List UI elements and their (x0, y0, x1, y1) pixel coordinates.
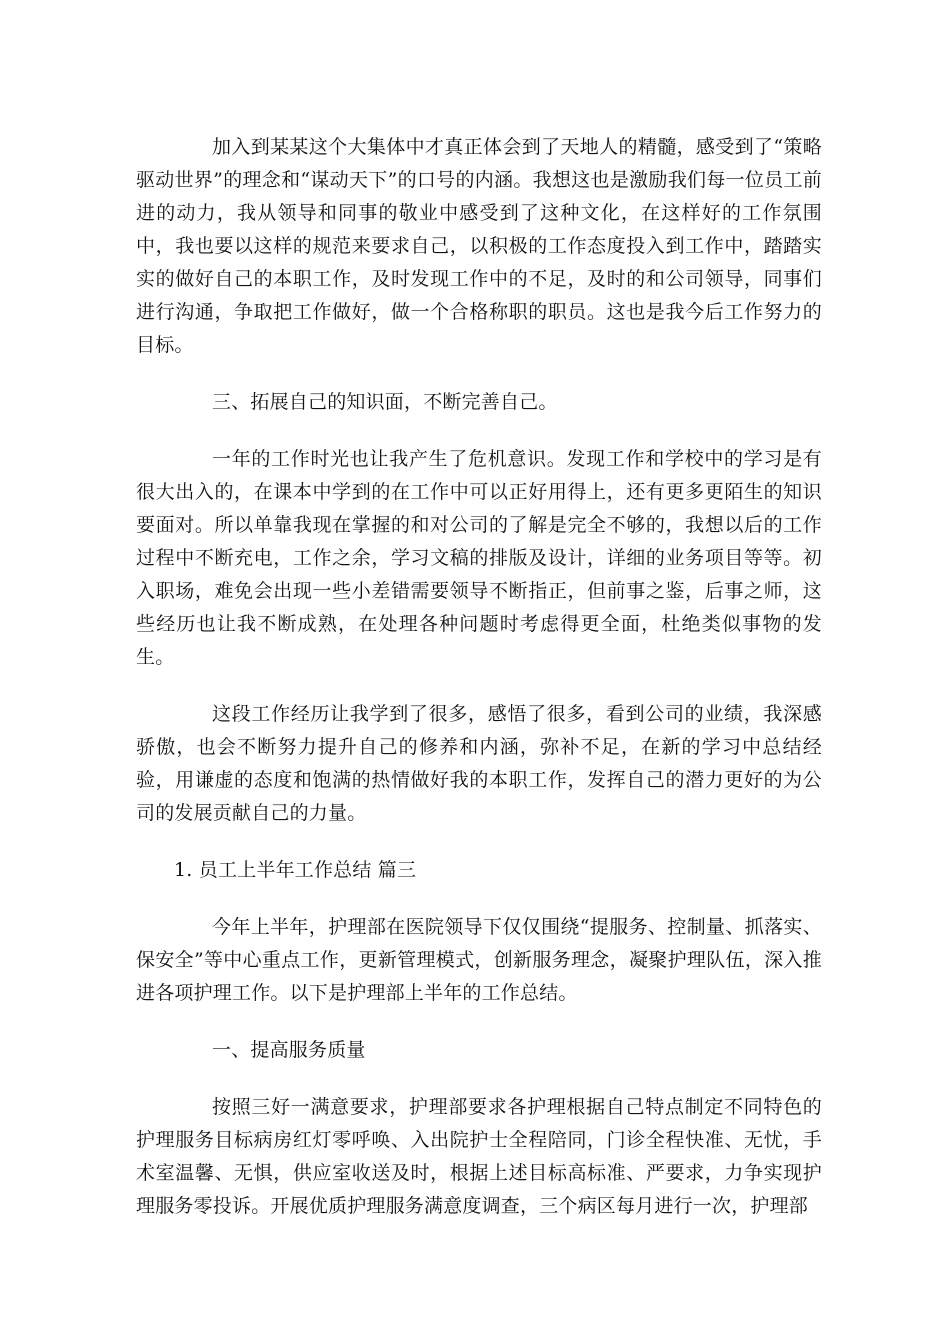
section-heading-service-quality: 一、提高服务质量 (212, 1039, 366, 1061)
paragraph-work-experience: 这段工作经历让我学到了很多，感悟了很多，看到公司的业绩，我深感骄傲，也会不断努力提升自己的修养和内涵，弥补不足，在新的学习中总结经验，用谦虚的态度和饱满的热情做好我的本职工作，发挥自己的潜力更好的为公司的发展贡献自己的力量。 (136, 703, 822, 824)
paragraph-culture-goal: 加入到某某这个大集体中才真正体会到了天地人的精髓，感受到了“策略驱动世界”的理念和“谋动天下”的口号的内涵。我想这也是激励我们每一位员工前进的动力，我从领导和同事的敬业中感受到了这种文化，在这样好的工作氛围中，我也要以这样的规范来要求自己，以积极的工作态度投入到工作中，踏踏实实的做好自己的本职工作，及时发现工作中的不足，及时的和公司领导，同事们进行沟通，争取把工作做好，做一个合格称职的职员。这也是我今后工作努力的目标。 (136, 136, 822, 356)
section-heading-expand-knowledge: 三、拓展自己的知识面，不断完善自己。 (212, 391, 558, 413)
paragraph-service-goals: 按照三好一满意要求，护理部要求各护理根据自己特点制定不同特色的护理服务目标病房红灯零呼唤、入出院护士全程陪同，门诊全程快准、无忧，手术室温馨、无惧，供应室收送及时，根据上述目标高标准、严要求，力争实现护理服务零投诉。开展优质护理服务满意度调查，三个病区每月进行一次，护理部 (136, 1096, 822, 1217)
document-body (136, 131, 822, 1247)
paragraph-crisis-awareness: 一年的工作时光也让我产生了危机意识。发现工作和学校中的学习是有很大出入的，在课本中学到的在工作中可以正好用得上，还有更多更陌生的知识要面对。所以单靠我现在掌握的和对公司的了解是完全不够的，我想以后的工作过程中不断充电，工作之余，学习文稿的排版及设计，详细的业务项目等等。初入职场，难免会出现一些小差错需要领导不断指正，但前事之鉴，后事之师，这些经历也让我不断成熟，在处理各种问题时考虑得更全面，杜绝类似事物的发生。 (136, 448, 822, 668)
article-title-part-three: 1. 员工上半年工作总结 篇三 (174, 859, 417, 881)
paragraph-nursing-intro: 今年上半年，护理部在医院领导下仅仅围绕“提服务、控制量、抓落实、保安全”等中心重点工作，更新管理模式，创新服务理念，凝聚护理队伍，深入推进各项护理工作。以下是护理部上半年的工作总结。 (136, 916, 822, 1004)
